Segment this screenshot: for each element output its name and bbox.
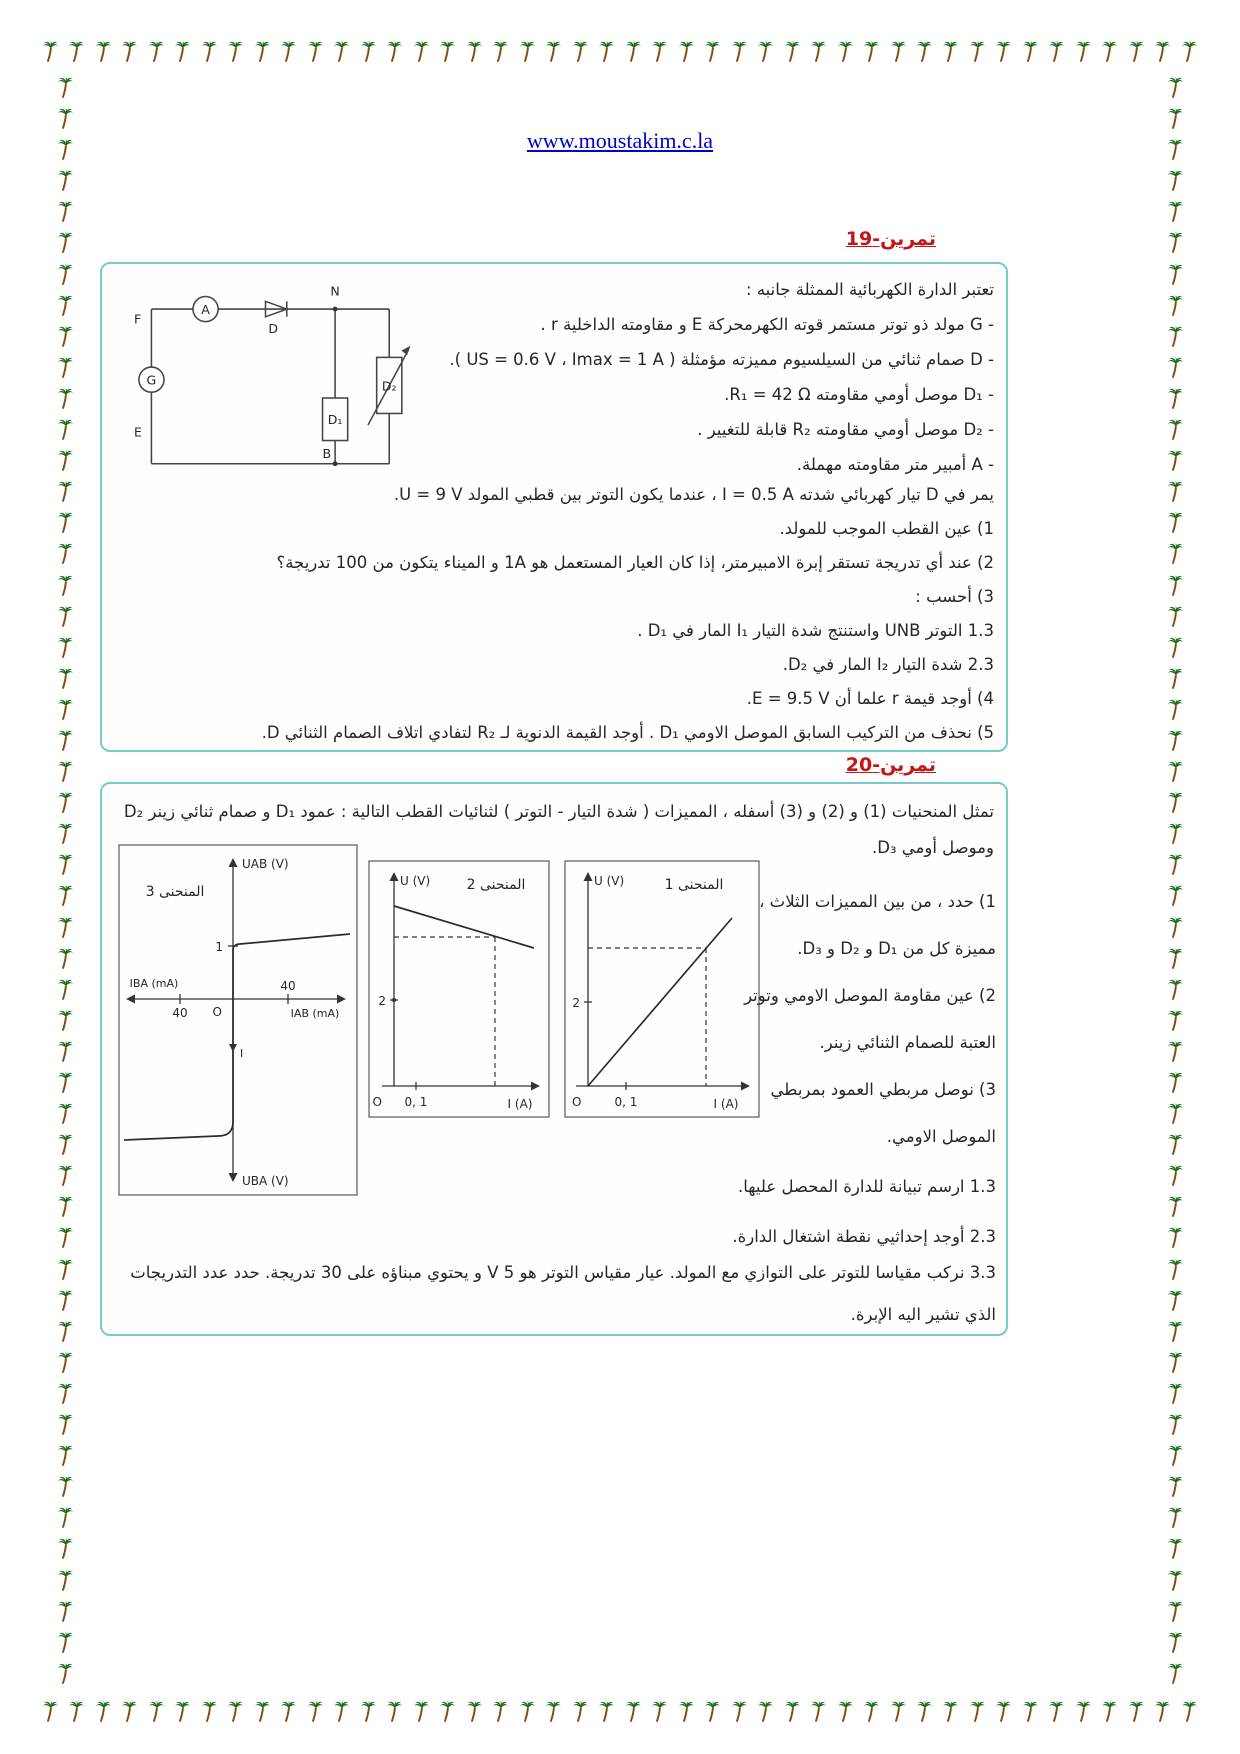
ex19-intro-line: تعتبر الدارة الكهربائية الممثلة جانبه :	[746, 280, 994, 299]
generator-label: G	[146, 372, 157, 388]
palm-tree-icon	[969, 1700, 986, 1722]
node-n-dot	[333, 307, 338, 312]
palm-tree-icon	[57, 1569, 74, 1591]
palm-tree-icon	[1167, 1071, 1184, 1093]
palm-tree-icon	[57, 263, 74, 285]
ex20-question-3-2: 2.3 أوجد إحداثيي نقطة اشتغال الدارة.	[732, 1227, 996, 1246]
palm-tree-icon	[757, 1700, 774, 1722]
palm-tree-icon	[57, 1631, 74, 1653]
palm-tree-icon	[1075, 1700, 1092, 1722]
palm-tree-icon	[492, 1700, 509, 1722]
palm-tree-icon	[1167, 1537, 1184, 1559]
palm-tree-icon	[227, 40, 244, 62]
palm-tree-icon	[57, 698, 74, 720]
palm-tree-icon	[1167, 1133, 1184, 1155]
palm-tree-icon	[68, 1700, 85, 1722]
palm-border-right	[1160, 76, 1190, 1684]
g3-axis-right-label: IAB (mA)	[290, 1007, 340, 1020]
palm-tree-icon	[1101, 1700, 1118, 1722]
palm-tree-icon	[68, 40, 85, 62]
palm-tree-icon	[57, 511, 74, 533]
palm-tree-icon	[95, 40, 112, 62]
palm-tree-icon	[1167, 1662, 1184, 1684]
palm-tree-icon	[1167, 480, 1184, 502]
exercise20-title-text: تمرين-20	[845, 754, 936, 776]
ex19-question-3: 3) أحسب :	[915, 587, 994, 606]
node-b-dot	[333, 461, 338, 466]
palm-tree-icon	[57, 1537, 74, 1559]
palm-tree-icon	[1167, 1102, 1184, 1124]
g3-origin-label: O	[212, 1005, 222, 1019]
exercise19-questions	[114, 478, 994, 750]
palm-tree-icon	[1167, 760, 1184, 782]
palm-tree-icon	[95, 1700, 112, 1722]
palm-tree-icon	[1167, 76, 1184, 98]
palm-tree-icon	[174, 1700, 191, 1722]
palm-tree-icon	[1022, 40, 1039, 62]
exercise19-box	[100, 262, 1008, 752]
palm-tree-icon	[1128, 40, 1145, 62]
ex19-bullet-diode: - D صمام ثنائي من السيلسيوم مميزته مؤمثلة ( US = 0.6 V ، Imax = 1 A ).	[449, 350, 994, 369]
g2-ytick-2: 2	[378, 994, 386, 1008]
palm-tree-icon	[57, 542, 74, 564]
palm-tree-icon	[1167, 387, 1184, 409]
palm-tree-icon	[678, 1700, 695, 1722]
palm-tree-icon	[625, 1700, 642, 1722]
palm-tree-icon	[625, 40, 642, 62]
palm-tree-icon	[386, 1700, 403, 1722]
palm-tree-icon	[57, 822, 74, 844]
palm-tree-icon	[57, 1071, 74, 1093]
g3-current-label: I	[240, 1047, 244, 1060]
palm-tree-icon	[307, 1700, 324, 1722]
ex19-bullet-generator: - G مولد ذو توتر مستمر قوته الكهرمحركة E و مقاومته الداخلية r .	[540, 315, 994, 334]
palm-tree-icon	[1167, 574, 1184, 596]
palm-tree-icon	[1167, 449, 1184, 471]
palm-tree-icon	[280, 40, 297, 62]
palm-tree-icon	[1167, 169, 1184, 191]
ex19-question-4: 4) أوجد قيمة r علما أن E = 9.5 V.	[746, 689, 994, 708]
palm-tree-icon	[1167, 1258, 1184, 1280]
palm-tree-icon	[57, 916, 74, 938]
palm-tree-icon	[810, 1700, 827, 1722]
ex20-question-3-1: 1.3 ارسم تبيانة للدارة المحصل عليها.	[738, 1177, 996, 1196]
palm-tree-icon	[1181, 1700, 1198, 1722]
d2-label: D₂	[381, 378, 397, 394]
palm-tree-icon	[333, 40, 350, 62]
palm-tree-icon	[519, 40, 536, 62]
g1-title: المنحنى 1	[664, 877, 724, 893]
palm-tree-icon	[784, 1700, 801, 1722]
g3-axis-top-label: UAB (V)	[242, 857, 289, 871]
d1-label: D₁	[327, 412, 343, 428]
palm-tree-icon	[121, 1700, 138, 1722]
palm-tree-icon	[519, 1700, 536, 1722]
palm-tree-icon	[1167, 978, 1184, 1000]
ex19-question-3-2: 2.3 شدة التيار I₂ المار في D₂.	[782, 655, 994, 674]
g1-ytick-2: 2	[572, 996, 580, 1010]
exercise20-subquestions	[706, 1162, 996, 1262]
g2-title: المنحنى 2	[466, 877, 526, 893]
palm-tree-icon	[57, 1320, 74, 1342]
palm-tree-icon	[1167, 263, 1184, 285]
exercise20-questions	[746, 878, 996, 1160]
palm-tree-icon	[1167, 884, 1184, 906]
palm-tree-icon	[42, 40, 59, 62]
palm-tree-icon	[1022, 1700, 1039, 1722]
g3-axis-left-label: IBA (mA)	[129, 977, 179, 990]
ex19-statement: يمر في D تيار كهربائي شدته I = 0.5 A ، عندما يكون التوتر بين قطبي المولد U = 9 V.	[393, 485, 994, 504]
palm-tree-icon	[1167, 1444, 1184, 1466]
ex19-question-1: 1) عين القطب الموجب للمولد.	[779, 519, 994, 538]
palm-tree-icon	[916, 1700, 933, 1722]
palm-tree-icon	[57, 1444, 74, 1466]
palm-tree-icon	[57, 200, 74, 222]
palm-tree-icon	[57, 76, 74, 98]
palm-tree-icon	[995, 1700, 1012, 1722]
exercise19-title-text: تمرين-19	[845, 228, 936, 250]
ex20-intro-line-2: وموصل أومي D₃.	[871, 838, 994, 857]
palm-tree-icon	[1167, 1631, 1184, 1653]
palm-tree-icon	[545, 40, 562, 62]
palm-tree-icon	[174, 40, 191, 62]
palm-tree-icon	[837, 1700, 854, 1722]
palm-tree-icon	[1167, 231, 1184, 253]
palm-tree-icon	[651, 40, 668, 62]
palm-tree-icon	[57, 947, 74, 969]
node-n-label: N	[330, 283, 340, 299]
palm-tree-icon	[1167, 1226, 1184, 1248]
palm-tree-icon	[254, 40, 271, 62]
palm-tree-icon	[254, 1700, 271, 1722]
palm-tree-icon	[57, 853, 74, 875]
ex19-question-3-1: 1.3 التوتر UNB واستنتج شدة التيار I₁ المار في D₁ .	[637, 621, 994, 640]
g1-xlabel: I (A)	[713, 1097, 739, 1111]
palm-tree-icon	[1167, 1164, 1184, 1186]
graph-curve-2	[368, 860, 550, 1118]
ex20-intro-line-1: تمثل المنحنيات (1) و (2) و (3) أسفله ، المميزات ( شدة التيار - التوتر ) لثنائيات القطب التالية : عمود D₁ و صمام ثنائي زينر D₂	[123, 802, 994, 821]
palm-tree-icon	[57, 760, 74, 782]
palm-tree-icon	[227, 1700, 244, 1722]
palm-tree-icon	[57, 1289, 74, 1311]
palm-tree-icon	[704, 1700, 721, 1722]
palm-tree-icon	[439, 1700, 456, 1722]
palm-border-top	[42, 30, 1198, 72]
palm-tree-icon	[57, 978, 74, 1000]
palm-tree-icon	[1167, 636, 1184, 658]
palm-tree-icon	[1167, 200, 1184, 222]
palm-tree-icon	[969, 40, 986, 62]
palm-tree-icon	[57, 1226, 74, 1248]
exercise20-question-3-3	[130, 1252, 996, 1336]
palm-tree-icon	[1048, 1700, 1065, 1722]
palm-tree-icon	[439, 40, 456, 62]
palm-tree-icon	[1048, 40, 1065, 62]
palm-tree-icon	[57, 387, 74, 409]
palm-tree-icon	[704, 40, 721, 62]
palm-tree-icon	[1167, 1320, 1184, 1342]
palm-tree-icon	[360, 1700, 377, 1722]
palm-tree-icon	[57, 449, 74, 471]
ex20-question-1b: مميزة كل من D₁ و D₂ و D₃.	[797, 939, 996, 958]
palm-tree-icon	[1167, 822, 1184, 844]
palm-tree-icon	[784, 40, 801, 62]
palm-tree-icon	[1075, 40, 1092, 62]
ex19-question-5: 5) نحذف من التركيب السابق الموصل الاومي D₁ . أوجد القيمة الدنوية لـ R₂ لتفادي اتلاف الصمام الثنائي D.	[261, 723, 994, 742]
palm-tree-icon	[386, 40, 403, 62]
palm-tree-icon	[598, 1700, 615, 1722]
exercise20-box	[100, 782, 1008, 1336]
palm-tree-icon	[57, 1195, 74, 1217]
palm-tree-icon	[57, 636, 74, 658]
palm-tree-icon	[598, 40, 615, 62]
palm-tree-icon	[942, 40, 959, 62]
graph-curve-3	[118, 844, 358, 1196]
palm-tree-icon	[57, 1009, 74, 1031]
point-f-label: F	[134, 311, 142, 327]
palm-tree-icon	[1154, 40, 1171, 62]
palm-tree-icon	[57, 729, 74, 751]
g3-ytick-1: 1	[215, 940, 223, 954]
palm-border-left	[50, 76, 80, 1684]
palm-tree-icon	[57, 1475, 74, 1497]
palm-tree-icon	[57, 325, 74, 347]
g2-frame	[369, 861, 549, 1117]
palm-tree-icon	[1167, 418, 1184, 440]
palm-tree-icon	[1167, 698, 1184, 720]
palm-tree-icon	[1167, 356, 1184, 378]
g2-xtick-01: 0, 1	[404, 1095, 428, 1109]
palm-tree-icon	[148, 1700, 165, 1722]
palm-tree-icon	[863, 1700, 880, 1722]
palm-tree-icon	[466, 1700, 483, 1722]
palm-tree-icon	[731, 40, 748, 62]
palm-tree-icon	[57, 1600, 74, 1622]
palm-tree-icon	[890, 40, 907, 62]
palm-tree-icon	[810, 40, 827, 62]
g2-ytick-dot	[392, 998, 396, 1002]
palm-tree-icon	[57, 294, 74, 316]
palm-tree-icon	[492, 40, 509, 62]
g2-ylabel: U (V)	[400, 874, 431, 888]
palm-tree-icon	[837, 40, 854, 62]
ex20-question-2a: 2) عين مقاومة الموصل الاومي وتوتر	[744, 986, 996, 1005]
palm-tree-icon	[1167, 853, 1184, 875]
palm-tree-icon	[1167, 325, 1184, 347]
exercise19-description	[414, 272, 994, 482]
palm-tree-icon	[1167, 1569, 1184, 1591]
palm-tree-icon	[1167, 791, 1184, 813]
ex19-bullet-d1: - D₁ موصل أومي مقاومته R₁ = 42 Ω.	[724, 385, 994, 404]
palm-tree-icon	[42, 1700, 59, 1722]
g3-xtick-left-40: 40	[172, 1006, 188, 1020]
palm-tree-icon	[57, 1040, 74, 1062]
palm-tree-icon	[572, 1700, 589, 1722]
header	[0, 128, 1240, 154]
ex19-bullet-d2: - D₂ موصل أومي مقاومته R₂ قابلة للتغيير .	[697, 420, 994, 439]
palm-tree-icon	[413, 1700, 430, 1722]
palm-tree-icon	[57, 1258, 74, 1280]
palm-tree-icon	[57, 356, 74, 378]
point-e-label: E	[134, 424, 142, 440]
palm-tree-icon	[1167, 1506, 1184, 1528]
palm-tree-icon	[942, 1700, 959, 1722]
g2-xlabel: I (A)	[507, 1097, 533, 1111]
palm-tree-icon	[731, 1700, 748, 1722]
palm-tree-icon	[1167, 542, 1184, 564]
ex20-question-3b: الموصل الاومي.	[886, 1127, 996, 1146]
ex20-question-3-3-line-2: الذي تشير اليه الإبرة.	[850, 1305, 996, 1324]
palm-tree-icon	[1167, 1040, 1184, 1062]
palm-tree-icon	[57, 1662, 74, 1684]
palm-tree-icon	[1167, 1351, 1184, 1373]
ex20-question-1a: 1) حدد ، من بين المميزات الثلاث ،	[759, 892, 996, 911]
palm-tree-icon	[307, 40, 324, 62]
palm-tree-icon	[916, 40, 933, 62]
palm-tree-icon	[1167, 294, 1184, 316]
palm-tree-icon	[1167, 1382, 1184, 1404]
palm-tree-icon	[757, 40, 774, 62]
palm-tree-icon	[545, 1700, 562, 1722]
palm-tree-icon	[57, 791, 74, 813]
palm-tree-icon	[57, 1164, 74, 1186]
palm-tree-icon	[201, 1700, 218, 1722]
palm-tree-icon	[148, 40, 165, 62]
palm-tree-icon	[57, 1351, 74, 1373]
palm-tree-icon	[1167, 1289, 1184, 1311]
palm-tree-icon	[1181, 40, 1198, 62]
palm-tree-icon	[121, 40, 138, 62]
exercise19-title	[100, 228, 1008, 250]
ex20-question-2b: العتبة للصمام الثنائي زينر.	[819, 1033, 996, 1052]
palm-tree-icon	[1167, 1475, 1184, 1497]
palm-tree-icon	[57, 1382, 74, 1404]
palm-tree-icon	[1167, 1600, 1184, 1622]
palm-border-bottom	[42, 1690, 1198, 1732]
palm-tree-icon	[1167, 1195, 1184, 1217]
exercise20-title	[100, 754, 1008, 776]
g1-xtick-01: 0, 1	[614, 1095, 638, 1109]
palm-tree-icon	[890, 1700, 907, 1722]
palm-tree-icon	[57, 480, 74, 502]
palm-tree-icon	[1167, 511, 1184, 533]
ex20-question-3-3-line-1: 3.3 نركب مقياسا للتوتر على التوازي مع المولد. عيار مقياس التوتر هو 5 V و يحتوي مبناؤه على 30 تدريجة. حدد عدد التدريجات	[130, 1263, 996, 1282]
palm-tree-icon	[1167, 1009, 1184, 1031]
ex20-question-3a: 3) نوصل مربطي العمود بمربطي	[770, 1080, 996, 1099]
palm-tree-icon	[201, 40, 218, 62]
g2-origin-label: O	[372, 1095, 382, 1109]
palm-tree-icon	[678, 40, 695, 62]
palm-tree-icon	[57, 107, 74, 129]
palm-tree-icon	[572, 40, 589, 62]
palm-tree-icon	[863, 40, 880, 62]
palm-tree-icon	[1128, 1700, 1145, 1722]
palm-tree-icon	[57, 1506, 74, 1528]
palm-tree-icon	[57, 884, 74, 906]
rheostat-arrowhead	[401, 346, 410, 355]
palm-tree-icon	[57, 667, 74, 689]
palm-tree-icon	[57, 231, 74, 253]
g3-axis-bottom-label: UBA (V)	[242, 1174, 289, 1188]
point-b-label: B	[322, 445, 332, 461]
palm-tree-icon	[1167, 916, 1184, 938]
circuit-diagram	[130, 282, 430, 485]
palm-tree-icon	[57, 169, 74, 191]
g1-ylabel: U (V)	[594, 874, 625, 888]
palm-tree-icon	[995, 40, 1012, 62]
palm-tree-icon	[333, 1700, 350, 1722]
ex19-question-2: 2) عند أي تدريجة تستقر إبرة الامبيرمتر، إذا كان العيار المستعمل هو 1A و الميناء يتكون من 100 تدريجة؟	[276, 553, 994, 572]
g1-origin-label: O	[572, 1095, 582, 1109]
g3-xtick-right-40: 40	[280, 979, 296, 993]
palm-tree-icon	[57, 574, 74, 596]
palm-tree-icon	[57, 605, 74, 627]
palm-tree-icon	[57, 1133, 74, 1155]
palm-tree-icon	[1167, 729, 1184, 751]
palm-tree-icon	[1167, 947, 1184, 969]
palm-tree-icon	[280, 1700, 297, 1722]
graph-curve-1	[564, 860, 760, 1118]
palm-tree-icon	[1167, 605, 1184, 627]
diode-label: D	[268, 321, 279, 337]
website-link[interactable]: www.moustakim.c.la	[526, 128, 714, 153]
palm-tree-icon	[1101, 40, 1118, 62]
palm-tree-icon	[651, 1700, 668, 1722]
palm-tree-icon	[57, 418, 74, 440]
palm-tree-icon	[1167, 107, 1184, 129]
palm-tree-icon	[1167, 667, 1184, 689]
palm-tree-icon	[1167, 1413, 1184, 1435]
palm-tree-icon	[57, 1413, 74, 1435]
palm-tree-icon	[57, 1102, 74, 1124]
g3-title: المنحنى 3	[145, 884, 205, 900]
palm-tree-icon	[466, 40, 483, 62]
palm-tree-icon	[1154, 1700, 1171, 1722]
palm-tree-icon	[360, 40, 377, 62]
ammeter-label: A	[201, 301, 210, 317]
ex19-bullet-ammeter: - A أمبير متر مقاومته مهملة.	[796, 455, 994, 474]
palm-tree-icon	[413, 40, 430, 62]
